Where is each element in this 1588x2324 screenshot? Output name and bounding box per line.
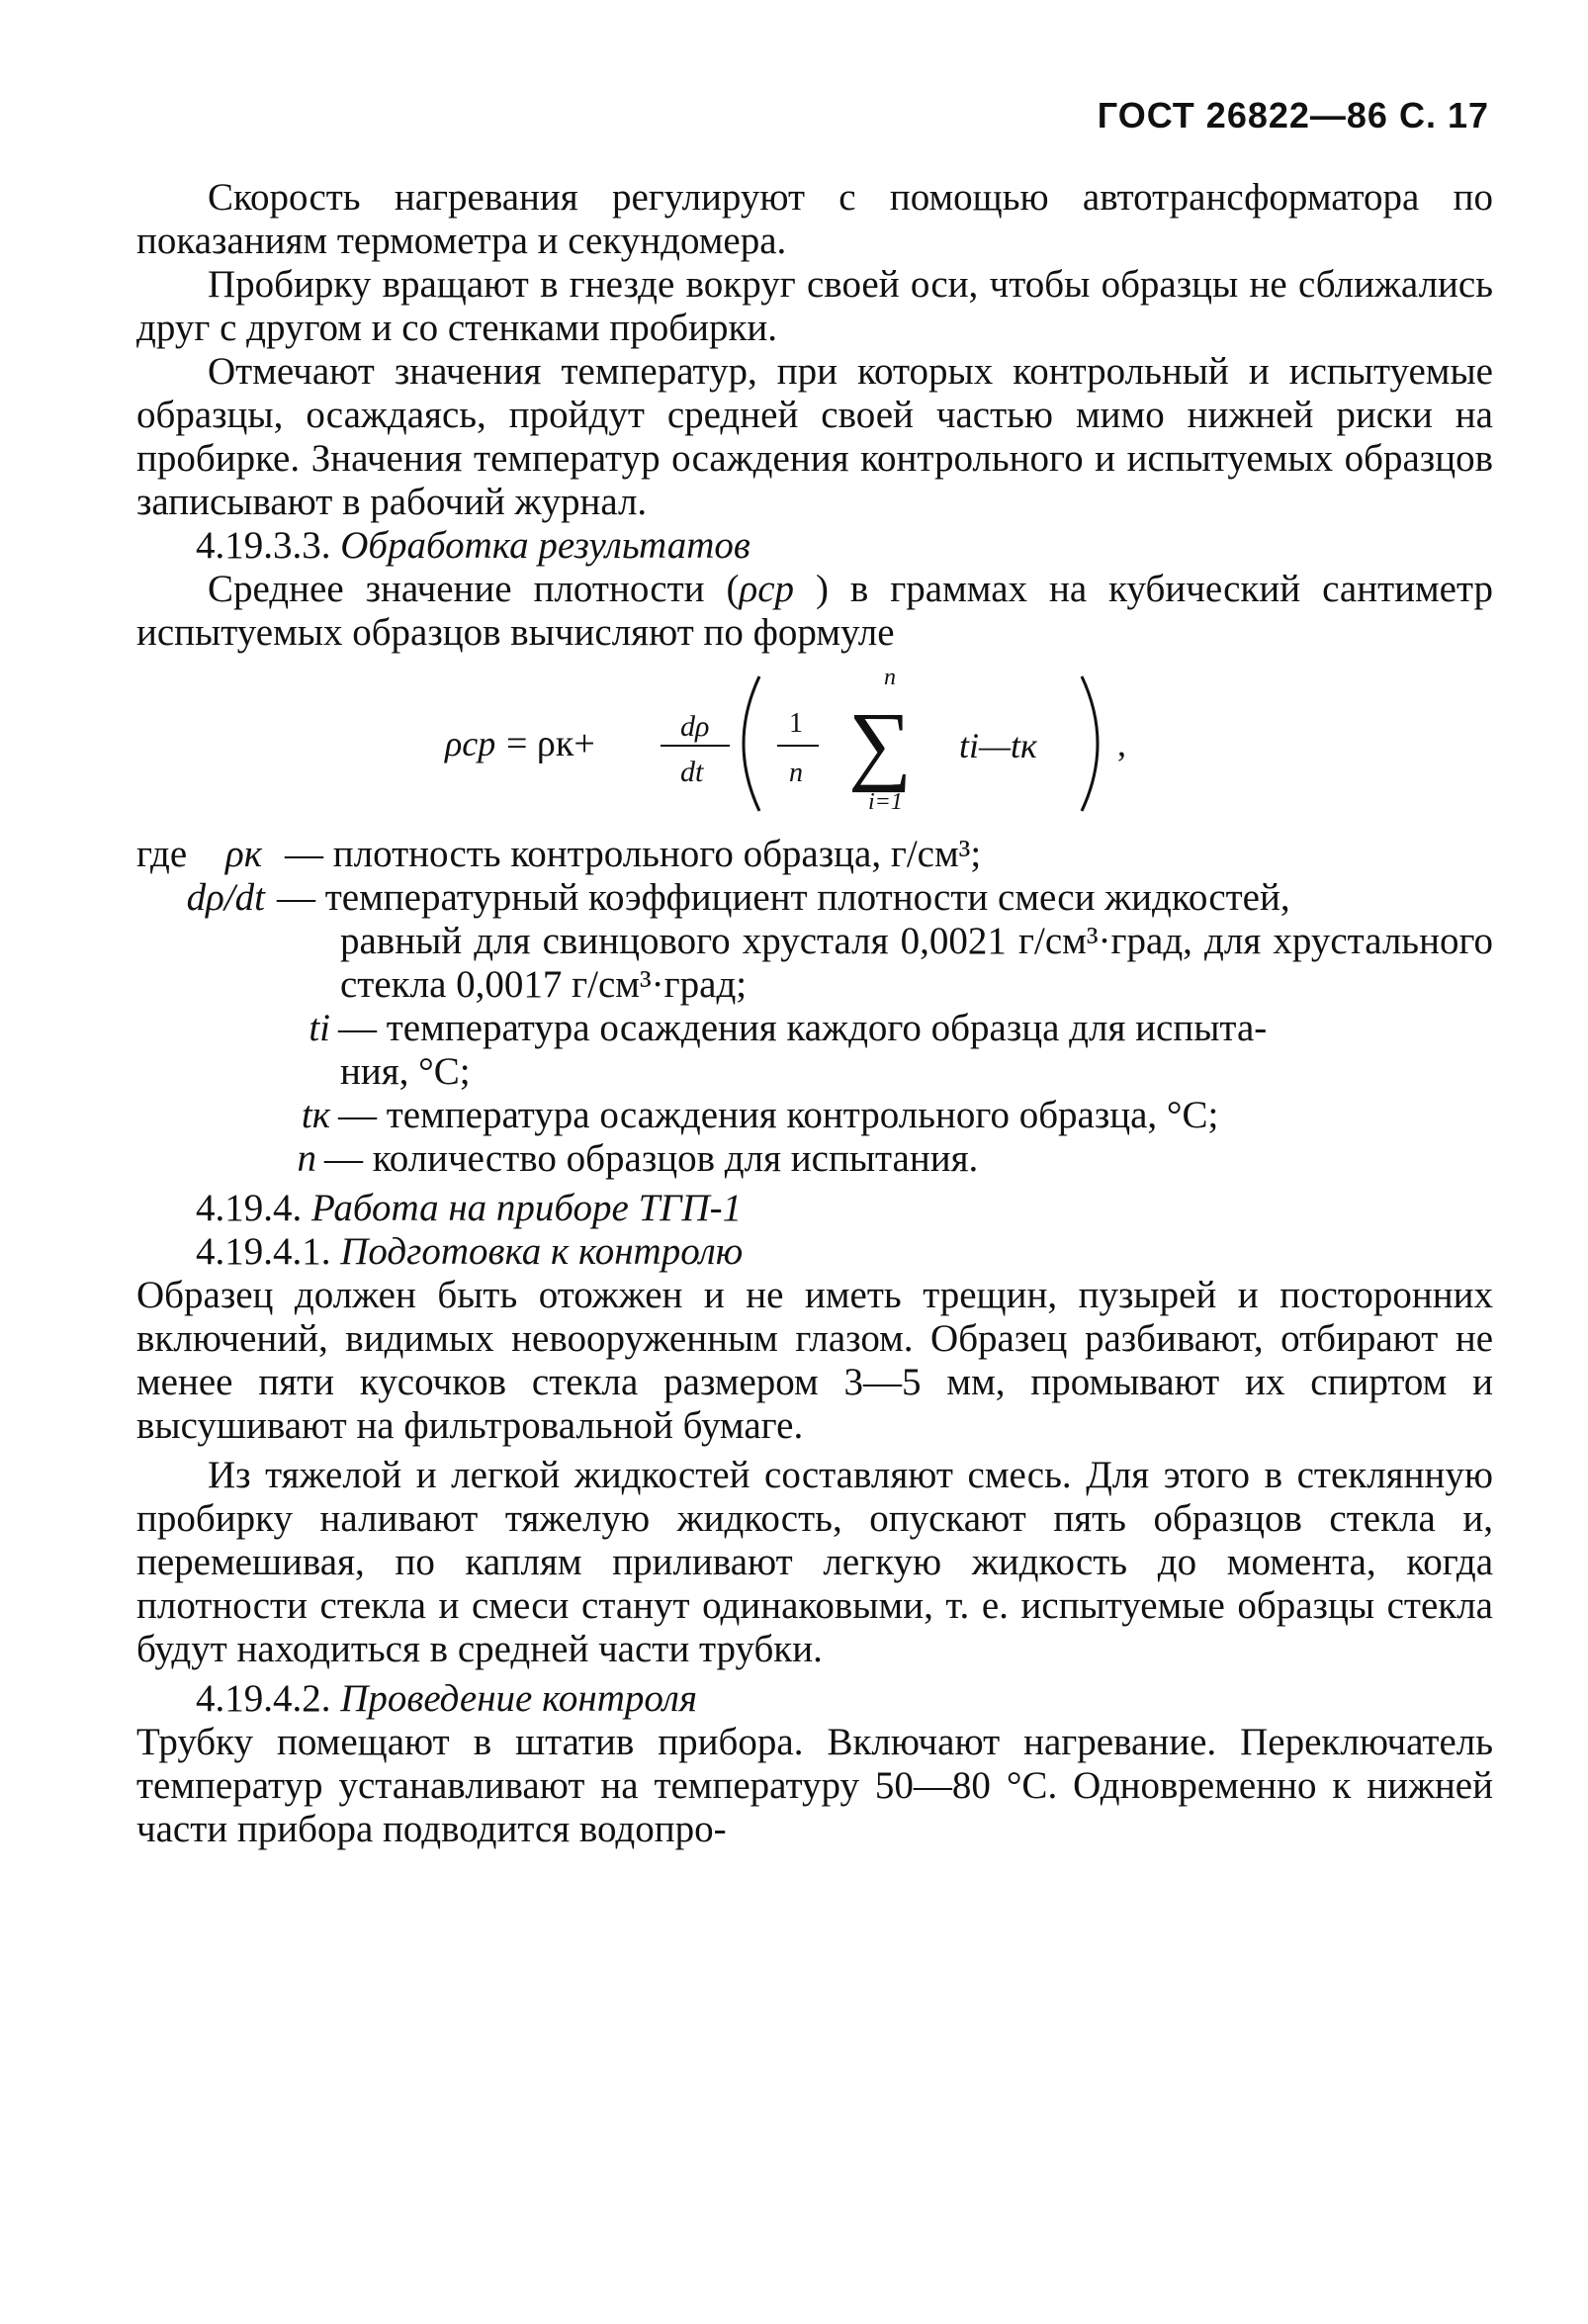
paragraph: Пробирку вращают в гнезде вокруг своей оси, чтобы образцы не сближались друг с другом и со стенками пробирки.: [136, 263, 1493, 349]
text-span: ) в граммах на кубический сантиметр испытуемых образцов вычисляют по формуле: [136, 568, 1493, 654]
formula-eq: = ρк+: [506, 723, 595, 764]
sum-lower: i=1: [868, 789, 903, 813]
sum-sign: ∑: [848, 695, 913, 793]
sum-upper: n: [884, 665, 896, 690]
section-heading-4-19-4: [136, 1187, 1493, 1230]
definition-continuation: ния, °С;: [340, 1050, 471, 1093]
formula-lhs: ρср: [445, 724, 496, 763]
definition-symbol: dρ/dt: [186, 876, 265, 919]
density-formula: [136, 665, 1493, 813]
right-paren: [1082, 676, 1098, 811]
formula-frac-num: dρ: [680, 710, 710, 743]
section-heading-4-19-4-1: [136, 1230, 1493, 1274]
section-number: 4.19.4.2.: [196, 1677, 331, 1720]
where-label: где: [136, 833, 188, 875]
definition-symbol: ρк: [225, 833, 262, 875]
section-title: Подготовка к контролю: [340, 1230, 744, 1273]
section-title: Обработка результатов: [340, 524, 750, 567]
section-heading-4-19-3-3: [136, 524, 1493, 568]
formula-term: ti—tк: [959, 726, 1037, 765]
section-title: Проведение контроля: [340, 1677, 698, 1720]
definition-row: [136, 1094, 1493, 1137]
definition-row: [136, 1007, 1493, 1050]
formula-inner-den: n: [789, 758, 803, 788]
paragraph: Скорость нагревания регулируют с помощью автотрансформатора по показаниям термометра и секундомера.: [136, 176, 1493, 262]
section-number: 4.19.4.1.: [196, 1230, 331, 1273]
section-heading-4-19-4-2: [136, 1677, 1493, 1721]
definition-symbol: ti: [309, 1007, 330, 1049]
definition-symbol: tк: [301, 1094, 330, 1136]
definition-row: [136, 876, 1493, 920]
definition-row: [136, 1137, 1493, 1181]
formula-comma: ,: [1117, 724, 1126, 763]
left-paren: [744, 676, 759, 811]
paragraph: [136, 568, 1493, 655]
rho-symbol: ρср: [739, 568, 794, 610]
paragraph: Трубку помещают в штатив прибора. Включают нагревание. Переключатель температур устанавливают на температуру 50—80 °С. Одновременно к нижней части прибора подводится водопро-: [136, 1721, 1493, 1850]
paragraph: Образец должен быть отожжен и не иметь трещин, пузырей и посторонних включений, видимых невооруженным глазом. Образец разбивают, отбирают не менее пяти кусочков стекла размером 3—5 мм, промывают их спиртом и высушивают на фильтровальной бумаге.: [136, 1274, 1493, 1447]
section-number: 4.19.4.: [196, 1187, 303, 1229]
definition-continuation: равный для свинцового хрусталя 0,0021 г/см³·град, для хрустального стекла 0,0017 г/см³·град;: [340, 920, 1493, 1006]
definition-text: — плотность контрольного образца, г/см³;: [285, 833, 982, 875]
definitions-list: [136, 833, 1493, 1181]
text-span: Среднее значение плотности (: [208, 568, 740, 610]
definition-text: — температура осаждения контрольного образца, °С;: [338, 1094, 1219, 1136]
definition-row: [136, 833, 1493, 876]
body-text: [136, 176, 1493, 1851]
formula-graphic: [136, 665, 1493, 813]
definition-symbol: n: [297, 1137, 316, 1180]
section-number: 4.19.3.3.: [196, 524, 331, 567]
paragraph: Из тяжелой и легкой жидкостей составляют смесь. Для этого в стеклянную пробирку наливают тяжелую жидкость, опускают пять образцов стекла и, перемешивая, по каплям приливают легкую жидкость до момента, когда плотности стекла и смеси станут одинаковыми, т. е. испытуемые образцы стекла будут находиться в средней части трубки.: [136, 1454, 1493, 1670]
definition-text: — количество образцов для испытания.: [324, 1137, 979, 1180]
section-title: Работа на приборе ТГП-1: [311, 1187, 743, 1229]
formula-frac-den: dt: [680, 756, 704, 788]
formula-inner-num: 1: [789, 708, 803, 739]
definition-text: — температура осаждения каждого образца для испыта-: [338, 1007, 1268, 1049]
paragraph: Отмечают значения температур, при которых контрольный и испытуемые образцы, осаждаясь, пройдут средней своей частью мимо нижней риски на пробирке. Значения температур осаждения контрольного и испытуемых образцов записывают в рабочий журнал.: [136, 350, 1493, 523]
page-header: ГОСТ 26822—86 С. 17: [1097, 95, 1489, 135]
definition-text: — температурный коэффициент плотности смеси жидкостей,: [277, 876, 1290, 919]
